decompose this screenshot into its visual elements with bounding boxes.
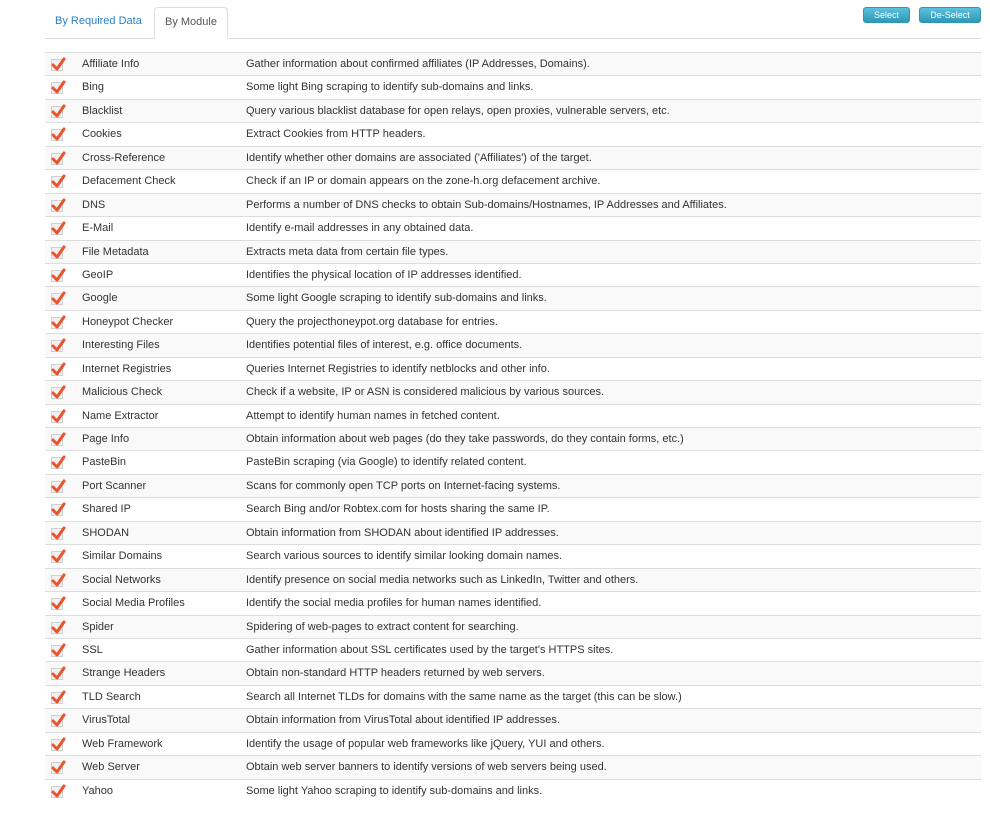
module-row [45,661,981,684]
module-checkbox[interactable] [51,528,63,540]
module-name: DNS [82,198,106,211]
checkmark-icon [51,408,66,424]
module-description: Identify whether other domains are associated ('Affiliates') of the target. [246,151,592,164]
module-row [45,380,981,403]
module-row [45,169,981,192]
module-description: Some light Google scraping to identify sub-domains and links. [246,292,547,305]
module-row [45,521,981,544]
module-row [45,427,981,450]
module-description: Queries Internet Registries to identify netblocks and other info. [246,362,550,375]
module-checkbox[interactable] [51,340,63,352]
checkmark-icon [51,384,66,400]
module-description: Check if a website, IP or ASN is considered malicious by various sources. [246,386,605,399]
module-row [45,615,981,638]
module-name: Spider [82,620,114,633]
module-row [45,497,981,520]
module-checkbox[interactable] [51,504,63,516]
module-row [45,263,981,286]
module-description: Extracts meta data from certain file types. [246,245,449,258]
module-description: Spidering of web-pages to extract content for searching. [246,620,519,633]
module-row [45,240,981,263]
module-row [45,122,981,145]
checkmark-icon [51,267,66,283]
module-checkbox[interactable] [51,575,63,587]
checkmark-icon [51,736,66,752]
module-tabs [45,7,981,39]
module-checkbox[interactable] [51,364,63,376]
module-description: Gather information about confirmed affiliates (IP Addresses, Domains). [246,58,590,70]
module-row [45,708,981,731]
module-name: Internet Registries [82,362,172,375]
module-checkbox[interactable] [51,715,63,727]
module-name: File Metadata [82,245,149,258]
checkmark-icon [51,337,66,353]
module-description: Query various blacklist database for open relays, open proxies, vulnerable servers, etc. [246,104,670,117]
module-description: Identify the usage of popular web frameworks like jQuery, YUI and others. [246,737,605,750]
module-row [45,75,981,98]
module-name: Defacement Check [82,175,176,188]
module-name: Similar Domains [82,550,163,563]
checkmark-icon [51,150,66,166]
module-description: Obtain non-standard HTTP headers returned by web servers. [246,667,545,680]
checkmark-icon [51,548,66,564]
module-checkbox[interactable] [51,598,63,610]
module-checkbox[interactable] [51,622,63,634]
checkmark-icon [51,665,66,681]
module-row [45,544,981,567]
module-name: Web Server [82,761,140,774]
module-checkbox[interactable] [51,434,63,446]
module-description: Some light Yahoo scraping to identify sub-domains and links. [246,784,543,797]
module-checkbox[interactable] [51,176,63,188]
module-description: Query the projecthoneypot.org database for entries. [246,315,498,328]
module-checkbox[interactable] [51,762,63,774]
module-checkbox[interactable] [51,645,63,657]
module-description: Obtain information from VirusTotal about identified IP addresses. [246,714,560,727]
module-row [45,193,981,216]
module-name: TLD Search [82,690,141,703]
module-checkbox[interactable] [51,481,63,493]
module-row [45,333,981,356]
module-description: PasteBin scraping (via Google) to identify related content. [246,456,527,469]
checkmark-icon [51,56,66,72]
module-checkbox[interactable] [51,59,63,71]
checkmark-icon [51,454,66,470]
module-checkbox[interactable] [51,293,63,305]
module-name: GeoIP [82,268,114,281]
checkmark-icon [51,220,66,236]
module-description: Search all Internet TLDs for domains with the same name as the target (this can be slow.) [246,690,682,703]
module-description: Obtain information about web pages (do they take passwords, do they contain forms, etc.) [246,433,684,445]
checkmark-icon [51,173,66,189]
module-description: Attempt to identify human names in fetched content. [246,409,500,422]
module-checkbox[interactable] [51,411,63,423]
module-name: Social Media Profiles [82,597,185,610]
module-checkbox[interactable] [51,153,63,165]
module-description: Identify presence on social media networks such as LinkedIn, Twitter and others. [246,573,639,586]
module-checkbox[interactable] [51,692,63,704]
tab-by-module[interactable]: By Module [154,7,228,39]
module-checkbox[interactable] [51,786,63,798]
module-description: Obtain web server banners to identify versions of web servers being used. [246,761,607,774]
module-row [45,732,981,755]
module-name: SSL [82,643,103,656]
module-checkbox[interactable] [51,270,63,282]
module-description: Identify e-mail addresses in any obtained data. [246,222,474,235]
module-name: Google [82,292,118,305]
module-name: Yahoo [82,784,113,797]
module-name: Social Networks [82,573,161,586]
module-name: Strange Headers [82,667,166,680]
module-name: Honeypot Checker [82,315,174,328]
module-checkbox[interactable] [51,668,63,680]
module-name: Cookies [82,128,122,141]
module-description: Gather information about SSL certificates used by the target's HTTPS sites. [246,643,614,656]
module-checkbox[interactable] [51,457,63,469]
module-description: Identifies potential files of interest, e.g. office documents. [246,339,523,352]
module-row [45,357,981,380]
module-row [45,591,981,614]
checkmark-icon [51,642,66,658]
module-name: Name Extractor [82,409,159,422]
module-description: Scans for commonly open TCP ports on Internet-facing systems. [246,479,561,492]
module-name: Cross-Reference [82,151,166,164]
checkmark-icon [51,478,66,494]
module-name: Web Framework [82,737,163,750]
module-checkbox[interactable] [51,739,63,751]
module-name: Malicious Check [82,386,163,399]
checkmark-icon [51,525,66,541]
module-name: PasteBin [82,456,127,469]
module-name: Page Info [82,433,130,445]
checkmark-icon [51,689,66,705]
checkmark-icon [51,314,66,330]
tab-by-required-data[interactable]: By Required Data [55,15,142,27]
checkmark-icon [51,79,66,95]
module-name: Interesting Files [82,339,160,352]
checkmark-icon [51,290,66,306]
module-row [45,216,981,239]
module-checkbox[interactable] [51,387,63,399]
module-description: Extract Cookies from HTTP headers. [246,128,426,141]
checkmark-icon [51,595,66,611]
module-description: Performs a number of DNS checks to obtain Sub-domains/Hostnames, IP Addresses and Affiliates. [246,198,727,211]
module-row [45,638,981,661]
deselect-all-button[interactable]: De-Select All [919,7,981,23]
module-row [45,310,981,333]
module-name: VirusTotal [82,714,131,727]
module-row [45,685,981,708]
module-name: SHODAN [82,526,130,539]
module-checkbox[interactable] [51,82,63,94]
module-row [45,52,981,75]
checkmark-icon [51,572,66,588]
module-checkbox[interactable] [51,317,63,329]
module-row [45,286,981,309]
checkmark-icon [51,712,66,728]
module-name: E-Mail [82,222,114,235]
module-description: Identifies the physical location of IP addresses identified. [246,268,522,281]
checkmark-icon [51,103,66,119]
module-row [45,146,981,169]
checkmark-icon [51,501,66,517]
module-checkbox[interactable] [51,106,63,118]
checkmark-icon [51,361,66,377]
checkmark-icon [51,431,66,447]
module-description: Search Bing and/or Robtex.com for hosts sharing the same IP. [246,503,550,516]
checkmark-icon [51,619,66,635]
module-description: Identify the social media profiles for human names identified. [246,597,542,610]
checkmark-icon [51,197,66,213]
module-name: Blacklist [82,104,123,117]
module-row [45,474,981,497]
checkmark-icon [51,126,66,142]
module-row [45,779,981,802]
module-table [45,52,981,802]
module-checkbox[interactable] [51,247,63,259]
module-row [45,99,981,122]
module-row [45,404,981,427]
module-name: Affiliate Info [82,58,140,70]
module-description: Check if an IP or domain appears on the zone-h.org defacement archive. [246,175,601,188]
module-row [45,450,981,473]
module-checkbox[interactable] [51,551,63,563]
checkmark-icon [51,783,66,799]
module-name: Shared IP [82,503,131,516]
module-description: Obtain information from SHODAN about identified IP addresses. [246,526,559,539]
select-all-button[interactable]: Select All [863,7,910,23]
module-checkbox[interactable] [51,129,63,141]
module-checkbox[interactable] [51,223,63,235]
module-description: Some light Bing scraping to identify sub-domains and links. [246,81,534,94]
module-checkbox[interactable] [51,200,63,212]
module-row [45,568,981,591]
module-name: Port Scanner [82,479,147,492]
checkmark-icon [51,759,66,775]
module-row [45,755,981,778]
checkmark-icon [51,244,66,260]
module-description: Search various sources to identify similar looking domain names. [246,550,563,563]
module-name: Bing [82,81,105,94]
